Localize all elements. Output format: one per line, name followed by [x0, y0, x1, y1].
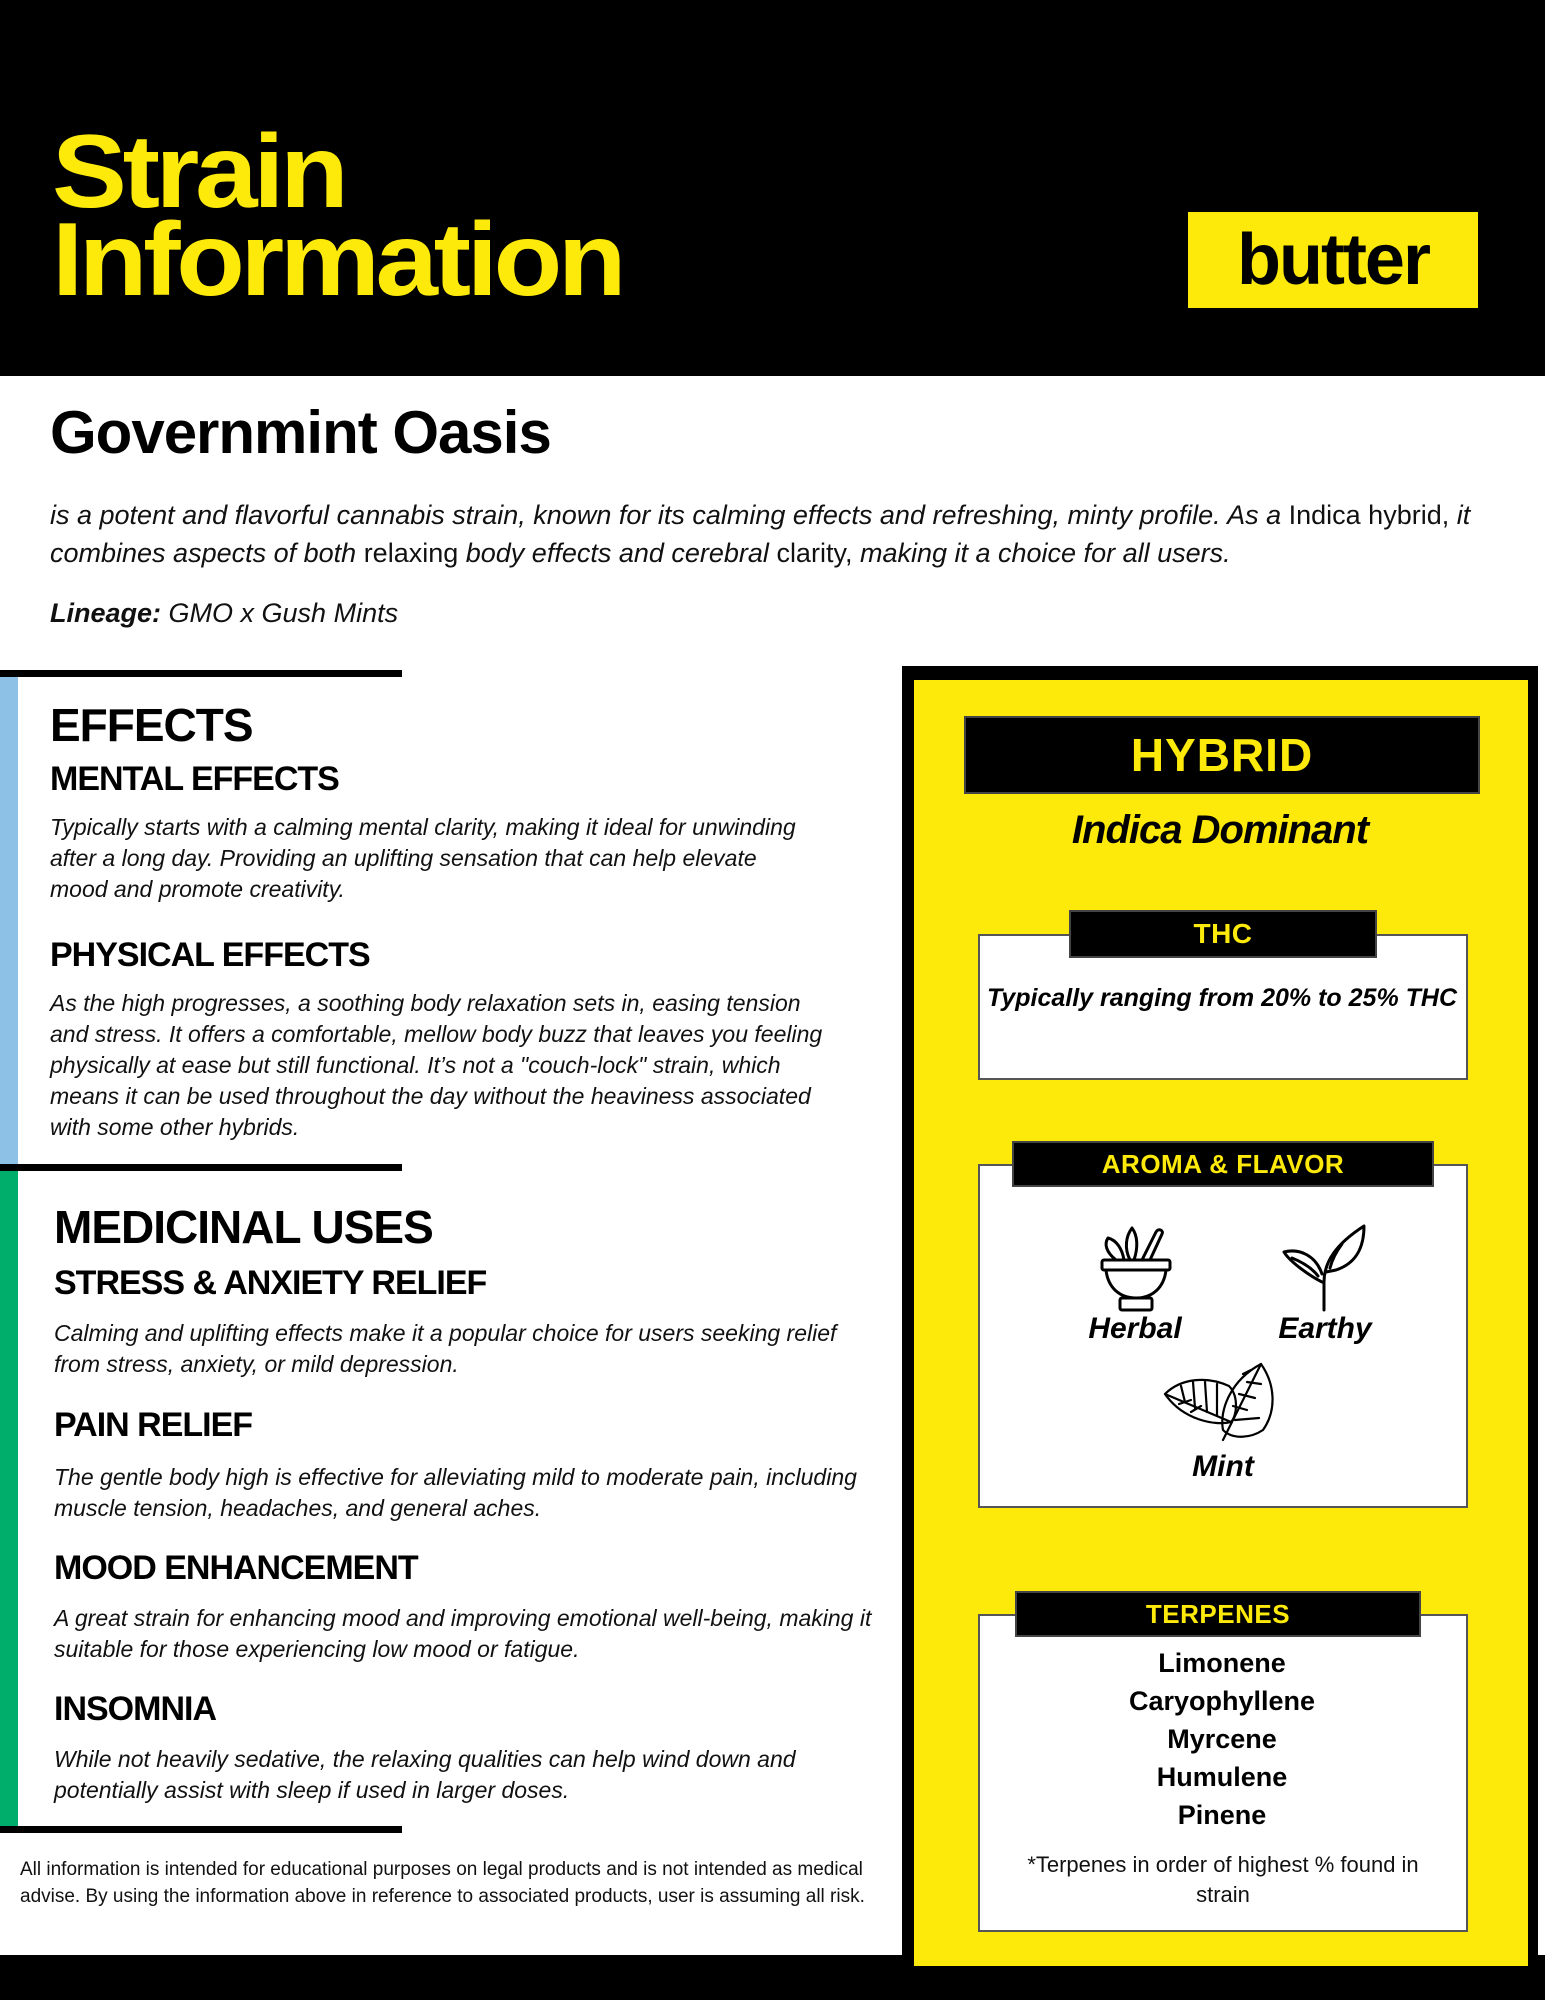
description-text: body effects and cerebral [458, 538, 777, 568]
terpenes-label-badge [1015, 1591, 1421, 1637]
section-divider [0, 1826, 402, 1833]
lineage-label: Lineage: [50, 598, 162, 628]
medicinal-heading: MEDICINAL USES [54, 1201, 433, 1253]
medicinal-accent-bar [0, 1171, 18, 1827]
title-line-2: Information [52, 202, 623, 318]
sprout-icon [1280, 1222, 1370, 1312]
flavor-mint [1148, 1360, 1298, 1484]
flavor-label: Earthy [1278, 1312, 1372, 1345]
terpene-item: Humulene [1156, 1762, 1288, 1792]
pain-relief-text: The gentle body high is effective for alleviating mild to moderate pain, including muscle tension, headaches, and general aches. [54, 1464, 857, 1521]
strain-type-label: HYBRID [1130, 729, 1314, 781]
brand-logo [1188, 212, 1478, 308]
terpene-list [978, 1644, 1466, 1834]
description-text: it combines aspects of both [50, 500, 1471, 568]
terpene-item: Caryophyllene [1128, 1686, 1316, 1716]
insomnia-text: While not heavily sedative, the relaxing qualities can help wind down and potentially assist with sleep if used in larger doses. [54, 1746, 796, 1803]
pain-relief-title: PAIN RELIEF [54, 1406, 253, 1444]
stress-anxiety-title: STRESS & ANXIETY RELIEF [54, 1264, 487, 1302]
terpenes-label: TERPENES [1145, 1598, 1291, 1629]
section-divider [0, 1164, 402, 1171]
lineage-value: GMO x Gush Mints [168, 598, 399, 628]
strain-name: Governmint Oasis [50, 399, 551, 466]
flavor-herbal [1060, 1222, 1210, 1346]
effects-accent-bar [0, 677, 18, 1167]
description-text: is a potent and flavorful cannabis strain, known for its calming effects and refreshing, minty profile. As a [50, 500, 1289, 530]
description-type: Indica hybrid, [1288, 500, 1450, 530]
terpene-item: Myrcene [1167, 1724, 1277, 1754]
aroma-flavor-label-badge [1012, 1141, 1434, 1187]
header-banner [0, 0, 1545, 376]
title-line-1: Strain [52, 114, 345, 230]
physical-effects-text: As the high progresses, a soothing body relaxation sets in, easing tension and stress. It offers a comfortable, mellow body buzz that leaves you feeling physically at ease but still functional. It’s not a "couch-lock" strain, which means it can be used throughout the day without the heaviness associated with some other hybrids. [50, 990, 823, 1140]
stress-anxiety-text: Calming and uplifting effects make it a popular choice for users seeking relief from stress, anxiety, or mild depression. [54, 1320, 837, 1377]
mental-effects-text: Typically starts with a calming mental clarity, making it ideal for unwinding after a long day. Providing an uplifting sensation that can help elevate mood and promote creativity. [50, 814, 796, 902]
thc-label: THC [1193, 918, 1253, 949]
description-keyword: clarity, [776, 538, 853, 568]
mental-effects-title: MENTAL EFFECTS [50, 760, 339, 798]
mint-leaves-icon [1161, 1360, 1285, 1444]
disclaimer: All information is intended for educational purposes on legal products and is not intended as medical advise. By using the information above in reference to associated products, user is assuming all risk. [20, 1859, 865, 1907]
description-text: making it a choice for all users. [852, 538, 1231, 568]
effects-heading: EFFECTS [50, 699, 253, 751]
terpenes-note: *Terpenes in order of highest % found in strain [1027, 1852, 1419, 1907]
strain-type-badge [964, 716, 1480, 794]
flavor-label: Mint [1192, 1450, 1254, 1483]
dominance-label: Indica Dominant [1071, 808, 1369, 852]
terpene-item: Pinene [1177, 1800, 1267, 1830]
thc-range-text: Typically ranging from 20% to 25% THC [986, 984, 1457, 1012]
flavor-earthy [1250, 1222, 1400, 1346]
mortar-pestle-icon [1090, 1222, 1180, 1312]
aroma-flavor-label: AROMA & FLAVOR [1101, 1148, 1345, 1179]
strain-description [50, 496, 1530, 572]
insomnia-title: INSOMNIA [54, 1690, 216, 1728]
flavor-label: Herbal [1088, 1312, 1182, 1345]
terpene-item: Limonene [1158, 1648, 1286, 1678]
physical-effects-title: PHYSICAL EFFECTS [50, 936, 370, 974]
mood-enhancement-text: A great strain for enhancing mood and improving emotional well-being, making it suitable for those experiencing low mood or fatigue. [54, 1605, 872, 1662]
description-keyword: relaxing [363, 538, 459, 568]
thc-label-badge [1069, 910, 1377, 958]
page-title [52, 114, 623, 318]
brand-logo-text: butter [1237, 220, 1429, 300]
mood-enhancement-title: MOOD ENHANCEMENT [54, 1549, 418, 1587]
section-divider [0, 670, 402, 677]
lineage [50, 598, 398, 629]
